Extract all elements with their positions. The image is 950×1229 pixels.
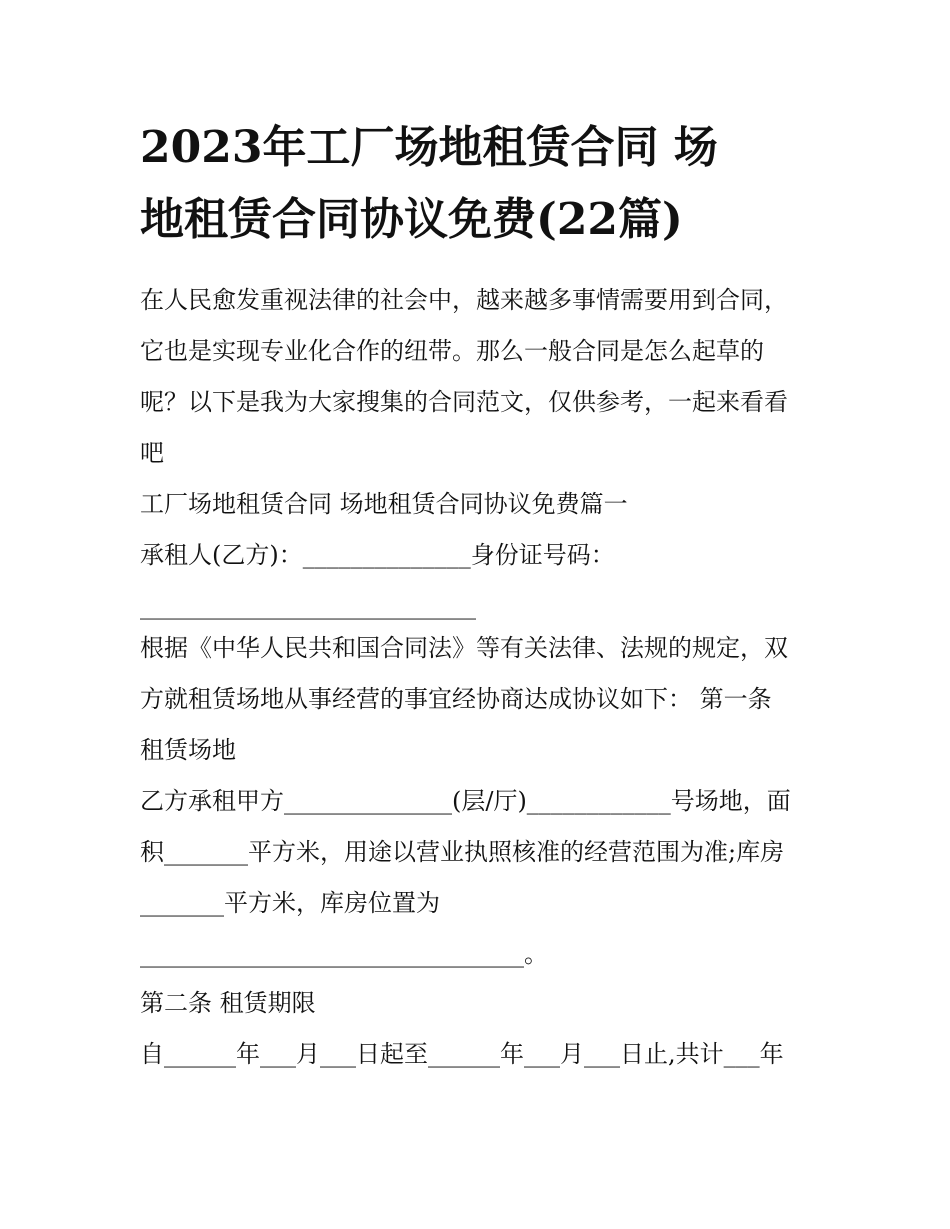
lessee-id-blank: ____________________________	[140, 592, 476, 620]
basis-line-1: 根据《中华人民共和国合同法》等有关法律、法规的规定，双	[140, 634, 788, 662]
basis-line-2: 方就租赁场地从事经营的事宜经协商达成协议如下： 第一条	[140, 685, 772, 713]
intro-line-4: 吧	[140, 439, 164, 467]
intro-line-3: 呢？以下是我为大家搜集的合同范文，仅供参考，一起来看看	[140, 388, 788, 416]
lease-line-2: 积_______平方米，用途以营业执照核准的经营范围为准;库房	[140, 838, 785, 866]
lease-line-3: _______平方米，库房位置为	[140, 889, 440, 917]
intro-line-1: 在人民愈发重视法律的社会中，越来越多事情需要用到合同，	[140, 286, 788, 314]
term-line: 自______年___月___日起至______年___月___日止,共计___年	[140, 1040, 784, 1068]
article-2-heading: 第二条 租赁期限	[140, 989, 316, 1017]
lease-line-4: ________________________________。	[140, 940, 548, 968]
section-heading: 工厂场地租赁合同 场地租赁合同协议免费篇一	[140, 490, 628, 518]
lessee-line: 承租人(乙方)：______________身份证号码：	[140, 541, 615, 569]
title-line-1: 2023年工厂场地租赁合同 场	[140, 122, 718, 173]
intro-line-2: 它也是实现专业化合作的纽带。那么一般合同是怎么起草的	[140, 337, 764, 365]
basis-line-3: 租赁场地	[140, 736, 236, 764]
title-line-2: 地租赁合同协议免费(22篇)	[140, 194, 683, 245]
lease-line-1: 乙方承租甲方______________(层/厅)____________号场地，面	[140, 787, 791, 815]
document-title	[140, 112, 830, 256]
